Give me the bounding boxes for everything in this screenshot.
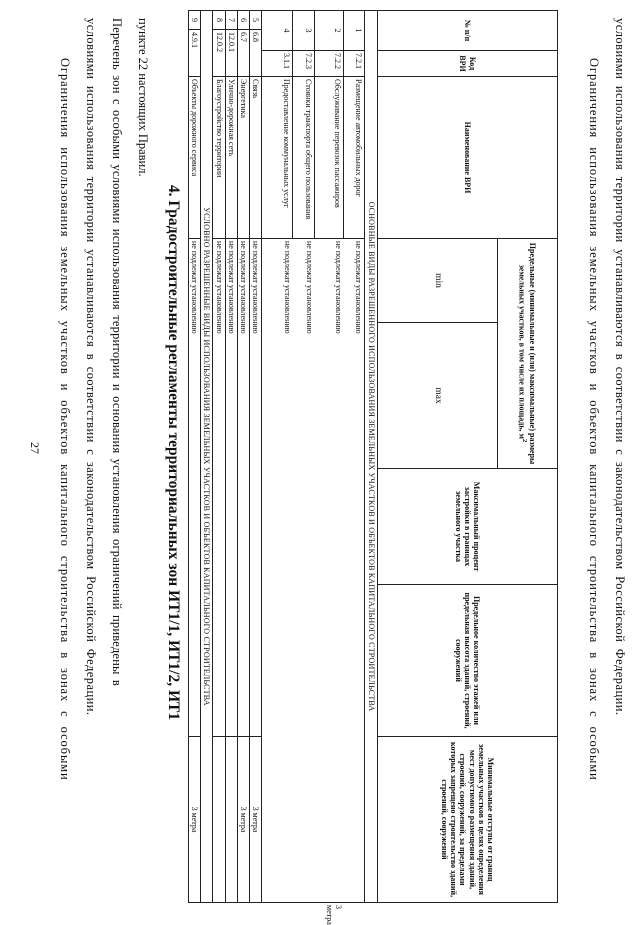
cell-num: 6 [237, 11, 249, 30]
cell-name: Благоустройство территории [213, 77, 225, 239]
section-main: ОСНОВНЫЕ ВИДЫ РАЗРЕШЕННОГО ИСПОЛЬЗОВАНИЯ ЗЕМЕЛЬНЫХ УЧАСТКОВ И ОБЪЕКТОВ КАПИТАЛЬНОГО СТРОИТЕЛЬСТВА [365, 11, 377, 903]
page-number: 27 [28, 442, 42, 454]
cell-name: Связь [250, 77, 262, 239]
cell-code: 12.0.1 [225, 30, 237, 77]
cell-setback: 3 метра [237, 737, 249, 903]
cell-code: 7.2.2 [315, 51, 344, 77]
cell-name: Размещение автомобильных дорог [344, 77, 365, 239]
header-max: max [377, 323, 497, 469]
table-row [213, 11, 225, 903]
header-num: № п/п [377, 11, 557, 51]
cell-sizes: не подлежат установлению [250, 239, 262, 737]
cell-name: Предоставление коммунальных услуг [262, 77, 293, 239]
header-sizes-sup: 2 [521, 439, 529, 443]
table-row [237, 11, 249, 903]
header-percent: Максимальный процент застройки в границах земельного участка [377, 469, 557, 585]
header-name: Наименование ВРИ [377, 77, 557, 239]
header-sizes [497, 239, 557, 469]
cell-code: 7.2.1 [344, 51, 365, 77]
table-row [262, 11, 293, 903]
cell-setback [225, 737, 237, 903]
cell-code: 6.8 [250, 30, 262, 77]
table-row [225, 11, 237, 903]
cell-num: 3 [293, 11, 315, 51]
cell-name: Улично-дорожная сеть [225, 77, 237, 239]
cell-name: Энергетика [237, 77, 249, 239]
header-setback: Минимальные отступы от границ земельных участков в целях определения мест допустимого размещения зданий, строений, сооружений, за пределами которых запрещено строительство зданий, строений, сооружений [377, 737, 557, 903]
table-row [250, 11, 262, 903]
cell-setback: 3 метра [189, 737, 201, 903]
cell-num: 1 [344, 11, 365, 51]
table-row [344, 11, 365, 903]
intro-line-1: Ограничения использования земельных участков и объектов капитального строительства в зонах с особыми [58, 58, 72, 781]
cell-num: 9 [189, 11, 201, 30]
cell-code: 6.7 [237, 30, 249, 77]
table-row: 2 7.2.2 Обслуживание перевозок пассажиров не подлежат установлению 3 метра [315, 11, 344, 903]
cell-sizes: не подлежат установлению [293, 239, 315, 903]
intro-line-2: условиями использования территории устанавливаются в соответствии с законодательством Российской Федерации. [84, 18, 98, 716]
cell-name: Объекты дорожного сервиса [189, 77, 201, 239]
cell-sizes: не подлежат установлению [315, 239, 344, 903]
cell-name: Стоянки транспорта общего пользования [293, 77, 315, 239]
cell-code: 12.0.2 [213, 30, 225, 77]
cell-sizes: не подлежат установлению [189, 239, 201, 737]
cell-code: 4.9.1 [189, 30, 201, 77]
regulations-table [188, 10, 558, 925]
cell-setback [213, 737, 225, 903]
cell-name: Обслуживание перевозок пассажиров [315, 77, 344, 239]
cell-num: 5 [250, 11, 262, 30]
intro-line-4: пункте 22 настоящих Правил. [136, 18, 150, 177]
cell-sizes: не подлежат установлению [344, 239, 365, 903]
section-heading: 4. Градостроительные регламенты территориальных зон ИТ1/1, ИТ1/2, ИТ1 [165, 184, 182, 721]
intro-line-3: Перечень зон с особыми условиями использования территории и основания установления ограничений приведены в [110, 18, 124, 687]
header-floors: Предельное количество этажей или предельная высота зданий, строений, сооружений [377, 585, 557, 737]
header-min: min [377, 239, 497, 323]
cell-num: 7 [225, 11, 237, 30]
header-sizes-text: Предельные (минимальные и (или) максимальные) размеры земельных участков, в том числе их площадь, м [517, 242, 538, 465]
cell-sizes: не подлежат установлению [225, 239, 237, 737]
cell-sizes: не подлежат установлению [237, 239, 249, 737]
cell-num: 2 [315, 11, 344, 51]
cell-num: 8 [213, 11, 225, 30]
outro-line-1: Ограничения использования земельных участков и объектов капитального строительства в зонах с особыми [587, 58, 601, 781]
cell-sizes: не подлежат установлению [262, 239, 293, 903]
outro-line-2: условиями использования территории устанавливаются в соответствии с законодательством Российской Федерации. [613, 18, 627, 716]
cell-code: 7.2.3 [293, 51, 315, 77]
cell-code: 3.1.1 [262, 51, 293, 77]
table-row [293, 11, 315, 903]
cell-sizes: не подлежат установлению [213, 239, 225, 737]
section-conditional: УСЛОВНО РАЗРЕШЕННЫЕ ВИДЫ ИСПОЛЬЗОВАНИЯ ЗЕМЕЛЬНЫХ УЧАСТКОВ И ОБЪЕКТОВ КАПИТАЛЬНОГО СТРОИТЕЛЬСТВА [201, 11, 213, 903]
cell-setback: 3 метра [250, 737, 262, 903]
header-code: Код ВРИ [377, 51, 557, 77]
table-row [189, 11, 201, 903]
cell-num: 4 [262, 11, 293, 51]
